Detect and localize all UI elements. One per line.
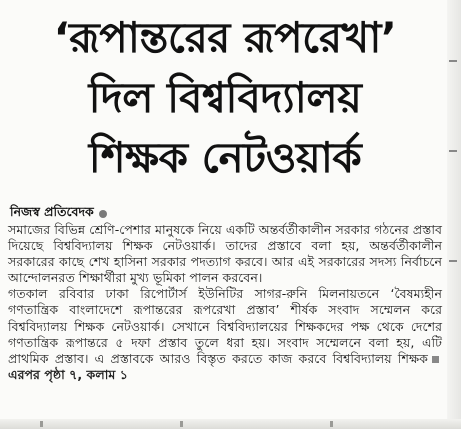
square-bullet-icon [432, 356, 439, 363]
headline-line-2: দিল বিশ্ববিদ্যালয় [88, 73, 362, 122]
headline [6, 8, 444, 188]
edge-mark [180, 421, 183, 427]
edge-mark [40, 421, 43, 427]
article-body [8, 222, 442, 383]
byline [10, 204, 107, 224]
bullet-dot-icon [99, 210, 107, 218]
article-paragraph-1: সমাজের বিভিন্ন শ্রেণি-পেশার মানুষকে নিয়ে একটি অন্তর্বর্তীকালীন সরকার গঠনের প্রস্তাব দিয়েছে বিশ্ববিদ্যালয় শিক্ষক নেটওয়ার্ক। তাদের প্রস্তাবে বলা হয়, অন্তর্বর্তীকালীন সরকারের কাছে শেখ হাসিনা সরকার পদত্যাগ করবে। আর এই সরকারের সদস্য নির্বাচনে আন্দোলনরত শিক্ষার্থীরা মুখ্য ভূমিকা পালন করবেন। [8, 222, 442, 286]
headline-line-3: শিক্ষক নেটওয়ার্ক [88, 133, 362, 182]
article-paragraph-2-text: গতকাল রবিবার ঢাকা রিপোর্টার্স ইউনিটির সাগর-রুনি মিলনায়তনে ‘বৈষম্যহীন গণতান্ত্রিক বাংলাদেশে রূপান্তরের রূপরেখা প্রস্তাব’ শীর্ষক সংবাদ সম্মেলন করে বিশ্ববিদ্যালয় শিক্ষক নেটওয়ার্ক। সেখানে বিশ্ববিদ্যালয়ের শিক্ষকদের পক্ষ থেকে দেশের গণতান্ত্রিক রূপান্তরে ৫ দফা প্রস্তাব তুলে ধরা হয়। সংবাদ সম্মেলনে বলা হয়, এটি প্রাথমিক প্রস্তাব। এ প্রস্তাবকে আরও বিস্তৃত করতে কাজ করবে বিশ্ববিদ্যালয় শিক্ষক [8, 286, 442, 366]
edge-mark [449, 150, 457, 152]
page-edge [447, 0, 461, 429]
bottom-edge [0, 419, 461, 429]
edge-mark [449, 60, 457, 62]
article-paragraph-2 [8, 286, 442, 383]
headline-line-1: ‘রূপান্তরের রূপরেখা’ [53, 13, 397, 62]
continuation-text: এরপর পৃষ্ঠা ৭, কলাম ১ [8, 366, 128, 382]
byline-text: নিজস্ব প্রতিবেদক [10, 204, 94, 219]
edge-mark [449, 260, 457, 262]
edge-mark [330, 421, 333, 427]
